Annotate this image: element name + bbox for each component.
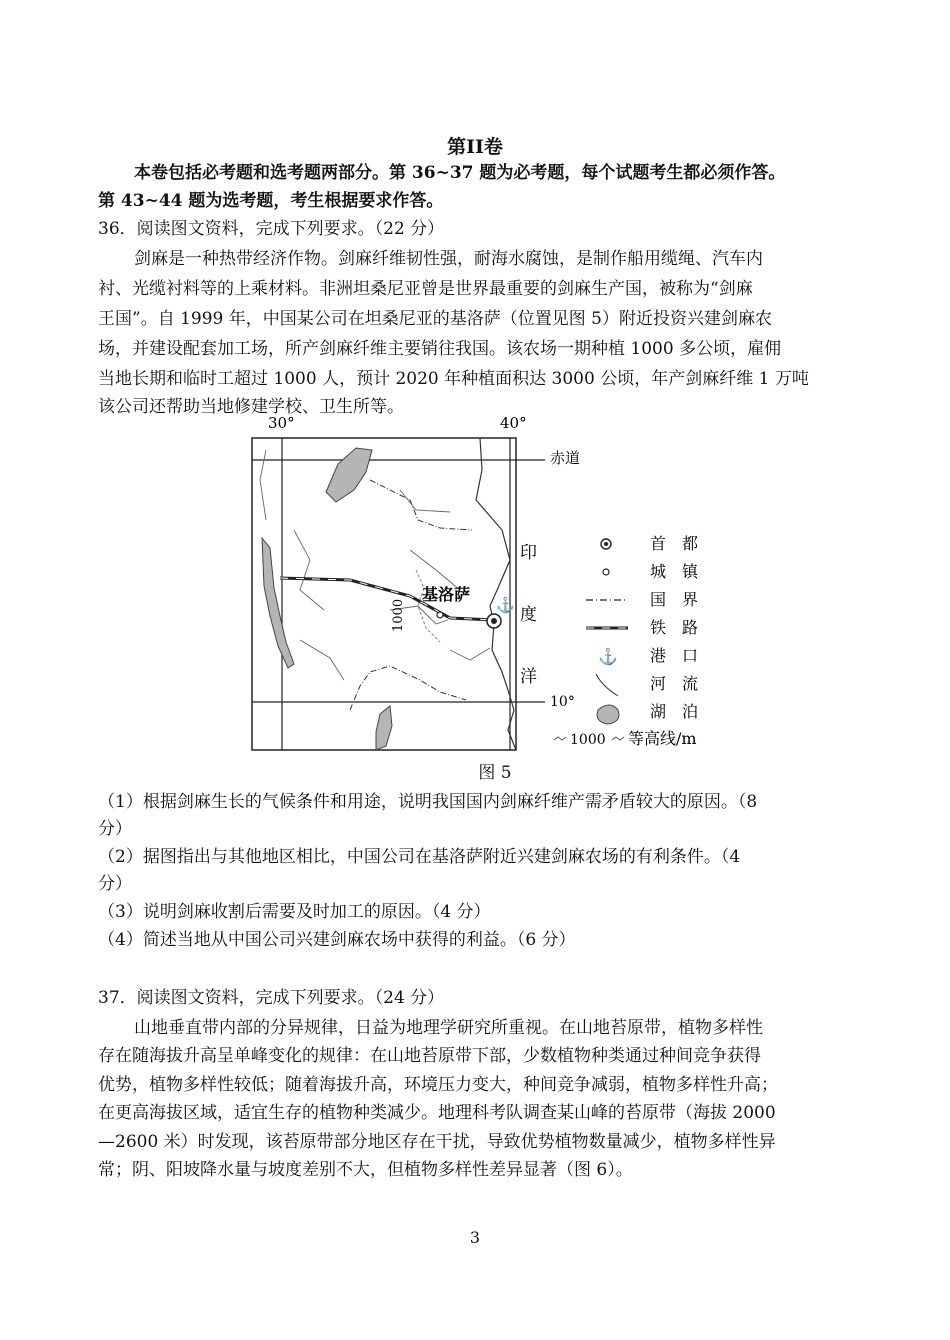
q36-paragraph-line: 当地长期和临时工超过 1000 人，预计 2020 年种植面积达 3000 公顷，年产剑麻纤维 1 万吨	[98, 369, 809, 389]
river	[294, 530, 324, 610]
legend-label: 国 界	[650, 590, 699, 609]
q36-paragraph-line: 场，并建设配套加工场，所产剑麻纤维主要销往我国。该农场一期种植 1000 多公顷，雇佣	[98, 339, 782, 359]
legend-label: 铁 路	[650, 618, 699, 637]
contour-label: 1000	[391, 598, 406, 632]
river	[450, 648, 490, 660]
q36-heading: 36．阅读图文资料，完成下列要求。（22 分）	[98, 219, 445, 239]
river	[400, 490, 450, 512]
river-icon	[596, 674, 618, 696]
lake-tanganyika	[262, 538, 294, 668]
kilosa-town	[437, 612, 443, 618]
latitude-10-label: 10°	[550, 694, 575, 710]
capital-symbol-dot	[491, 618, 497, 624]
contour-icon-right	[612, 737, 624, 740]
q36-question: （4）简述当地从中国公司兴建剑麻农场中获得的利益。（6 分）	[98, 930, 576, 950]
intro-line-1: 本卷包括必考题和选考题两部分。第 36~37 题为必考题，每个试题考生都必须作答。	[134, 163, 786, 183]
legend-label: 城 镇	[650, 562, 699, 581]
q36-paragraph-line: 该公司还帮助当地修建学校、卫生所等。	[98, 397, 404, 417]
lake-victoria	[326, 448, 372, 502]
figure-caption: 图 5	[478, 763, 512, 783]
q36-question: （2）据图指出与其他地区相比，中国公司在基洛萨附近兴建剑麻农场的有利条件。（4	[98, 847, 741, 867]
q37-paragraph-line: —2600 米）时发现，该苔原带部分地区存在干扰，导致优势植物数量减少，植物多样性异	[98, 1132, 776, 1152]
q36-paragraph-line: 王国”。自 1999 年，中国某公司在坦桑尼亚的基洛萨（位置见图 5）附近投资兴建剑麻农	[98, 309, 772, 329]
border	[350, 666, 466, 710]
q36-paragraph-line: 剑麻是一种热带经济作物。剑麻纤维韧性强，耐海水腐蚀，是制作船用缆绳、汽车内	[134, 249, 763, 269]
q37-paragraph-line: 优势，植物多样性较低；随着海拔升高，环境压力变大，种间竞争减弱，植物多样性升高；	[98, 1075, 778, 1095]
longitude-40-label: 40°	[500, 414, 527, 432]
legend-label: 首 都	[650, 534, 699, 553]
map-frame	[252, 438, 516, 750]
equator-label: 赤道	[550, 449, 581, 467]
tanzania-map	[240, 410, 760, 760]
legend	[554, 534, 699, 748]
lake-malawi	[376, 706, 392, 750]
page-number: 3	[469, 1228, 481, 1247]
q37-paragraph-line: 存在随海拔升高呈单峰变化的规律：在山地苔原带下部，少数植物种类通过种间竞争获得	[98, 1046, 761, 1066]
port-icon: ⚓	[598, 647, 618, 666]
ocean-label: 印	[520, 543, 537, 563]
ocean-label: 洋	[520, 667, 537, 687]
ocean-label: 度	[520, 605, 537, 625]
q37-heading: 37．阅读图文资料，完成下列要求。（24 分）	[98, 988, 445, 1008]
lake-icon	[597, 705, 619, 724]
legend-label: 港 口	[650, 646, 699, 665]
legend-contour-label: 等高线/m	[628, 729, 697, 748]
river	[410, 550, 460, 590]
contour-icon-left	[554, 737, 566, 740]
q37-paragraph-line: 常；阴、阳坡降水量与坡度差别不大，但植物多样性差异显著（图 6）。	[98, 1160, 633, 1180]
section-title: 第II卷	[447, 136, 503, 158]
legend-label: 湖 泊	[650, 702, 699, 721]
river	[300, 640, 344, 680]
port-symbol: ⚓	[496, 596, 515, 614]
legend-contour-value: 1000	[570, 732, 606, 748]
q36-question: （3）说明剑麻收割后需要及时加工的原因。（4 分）	[98, 902, 491, 922]
town-icon	[603, 569, 609, 575]
q36-paragraph-line: 衬、光缆衬料等的上乘材料。非洲坦桑尼亚曾是世界最重要的剑麻生产国，被称为“剑麻	[98, 279, 753, 299]
intro-line-2: 第 43~44 题为选考题，考生根据要求作答。	[98, 191, 444, 211]
border	[370, 480, 472, 530]
capital-icon-dot	[604, 542, 608, 546]
q37-paragraph-line: 山地垂直带内部的分异规律，日益为地理学研究所重视。在山地苔原带，植物多样性	[134, 1018, 763, 1038]
q36-question: 分）	[98, 874, 132, 894]
q37-paragraph-line: 在更高海拔区域，适宜生存的植物种类减少。地理科考队调查某山峰的苔原带（海拔 2000	[98, 1103, 776, 1123]
q36-question: （1）根据剑麻生长的气候条件和用途，说明我国国内剑麻纤维产需矛盾较大的原因。（8	[98, 792, 758, 812]
legend-label: 河 流	[650, 674, 699, 693]
longitude-30-label: 30°	[268, 414, 295, 432]
q36-question: 分）	[98, 819, 132, 839]
kilosa-label: 基洛萨	[422, 585, 471, 604]
